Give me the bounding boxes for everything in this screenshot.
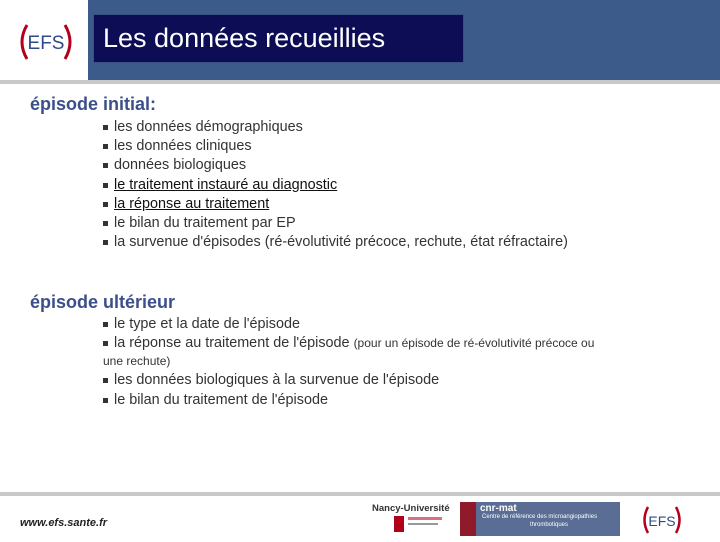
list-item-underlined: la réponse au traitement bbox=[103, 195, 568, 214]
svg-text:EFS: EFS bbox=[27, 33, 65, 54]
cnr-mat-logo bbox=[460, 502, 620, 536]
list-item-note-continued: une rechute) bbox=[103, 354, 171, 369]
footer-website-link[interactable]: www.efs.sante.fr bbox=[20, 517, 108, 529]
nancy-logo-stripe bbox=[408, 517, 442, 520]
later-episode-list bbox=[103, 315, 594, 410]
header-divider bbox=[0, 80, 720, 84]
list-item-underlined: le traitement instauré au diagnostic bbox=[103, 176, 568, 195]
efs-logo-mark bbox=[11, 19, 81, 65]
list-item: la réponse au traitement de l'épisode (pour un épisode de ré-évolutivité précoce ou bbox=[103, 334, 594, 353]
list-item: le type et la date de l'épisode bbox=[103, 315, 594, 334]
cnr-mat-tagline: thrombotiques bbox=[530, 522, 569, 528]
list-item: données biologiques bbox=[103, 156, 568, 175]
efs-logo bbox=[6, 8, 86, 76]
list-item: les données démographiques bbox=[103, 118, 568, 137]
cnr-mat-logo-mark bbox=[460, 502, 476, 536]
nancy-universite-logo bbox=[372, 503, 450, 537]
list-item: les données cliniques bbox=[103, 137, 568, 156]
list-item-note: (pour un épisode de ré-évolutivité précoce ou bbox=[353, 336, 595, 351]
nancy-logo-stripe bbox=[408, 523, 438, 525]
list-item: la survenue d'épisodes (ré-évolutivité précoce, rechute, état réfractaire) bbox=[103, 233, 568, 252]
svg-text:EFS: EFS bbox=[648, 513, 676, 529]
efs-footer-logo-mark bbox=[638, 503, 686, 537]
cnr-mat-tagline: Centre de référence des microangiopathies bbox=[482, 514, 598, 520]
nancy-universite-label: Nancy-Université bbox=[372, 503, 450, 514]
list-item: le bilan du traitement par EP bbox=[103, 214, 568, 233]
title-box bbox=[93, 14, 464, 63]
cnr-mat-name: cnr-mat bbox=[480, 503, 517, 514]
list-item: les données biologiques à la survenue de l'épisode bbox=[103, 371, 594, 390]
header bbox=[0, 0, 720, 85]
page-title: Les données recueillies bbox=[103, 23, 386, 53]
efs-footer-logo bbox=[638, 503, 686, 537]
list-item: le bilan du traitement de l'épisode bbox=[103, 391, 594, 410]
section-heading-later: épisode ultérieur bbox=[30, 292, 176, 312]
section-heading-initial: épisode initial: bbox=[30, 94, 157, 114]
nancy-logo-mark bbox=[394, 516, 404, 532]
footer-divider bbox=[0, 492, 720, 496]
initial-episode-list bbox=[103, 118, 568, 252]
